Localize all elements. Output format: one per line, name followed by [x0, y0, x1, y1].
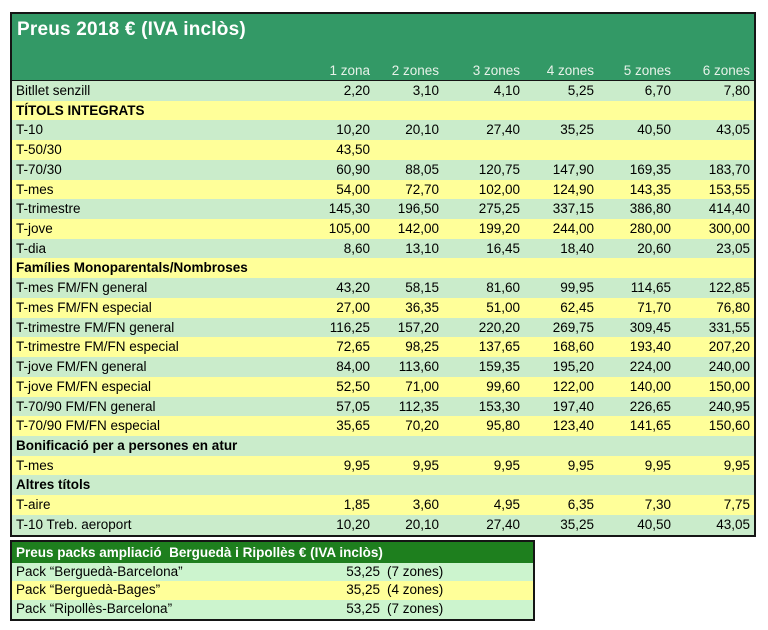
table-row: [12, 416, 754, 436]
packs-table: [10, 540, 535, 621]
price-cell: 84,00: [336, 359, 370, 375]
price-cell: 6,35: [567, 497, 594, 513]
table-title: Preus 2018 € (IVA inclòs): [17, 19, 246, 40]
row-label: Bitllet senzill: [16, 83, 91, 98]
table-row: [12, 456, 754, 476]
price-cell: 220,20: [478, 319, 520, 335]
price-cell: [675, 101, 754, 121]
price-cell: 72,70: [405, 181, 439, 197]
price-cell: 7,75: [723, 497, 750, 513]
pack-label: Pack “Berguedà-Bages”: [16, 582, 161, 598]
price-cell: 114,65: [630, 280, 671, 296]
price-cell: 36,35: [405, 299, 439, 315]
price-cell: [598, 140, 675, 160]
table-row: [12, 160, 754, 180]
price-cell: 240,00: [708, 359, 750, 375]
price-cell: [598, 101, 675, 121]
price-cell: 309,45: [629, 319, 671, 335]
row-label: T-70/90 FM/FN general: [16, 398, 156, 414]
price-cell: 113,60: [398, 359, 439, 375]
price-cell: 10,20: [336, 122, 370, 138]
row-label: T-trimestre FM/FN general: [16, 319, 175, 335]
column-header: 5 zones: [623, 63, 671, 78]
price-cell: 71,70: [637, 299, 671, 315]
price-cell: 199,20: [478, 221, 520, 237]
price-cell: 72,65: [336, 339, 370, 355]
price-cell: 23,05: [716, 240, 750, 256]
price-cell: [524, 140, 598, 160]
price-cell: [524, 475, 598, 495]
pack-price: 35,25: [346, 582, 380, 598]
price-cell: 27,40: [486, 122, 520, 138]
price-cell: 195,20: [552, 359, 594, 375]
price-cell: [302, 101, 374, 121]
table-row: [12, 515, 754, 535]
table-row: [12, 495, 754, 515]
row-label: Famílies Monoparentals/Nombroses: [16, 260, 248, 276]
price-cell: [302, 258, 374, 278]
column-header: 6 zones: [702, 63, 750, 78]
price-cell: 226,65: [629, 398, 671, 414]
price-cell: 141,65: [629, 418, 671, 434]
price-cell: 51,00: [486, 299, 520, 315]
price-cell: 35,25: [560, 516, 594, 532]
row-label: T-70/90 FM/FN especial: [16, 418, 161, 434]
pack-label: Pack “Berguedà-Barcelona”: [16, 563, 183, 579]
section-row: [12, 475, 754, 495]
packs-table-body: [12, 563, 533, 619]
row-label: T-jove: [16, 221, 53, 237]
price-cell: [598, 436, 675, 456]
price-cell: 269,75: [552, 319, 594, 335]
price-cell: 124,90: [552, 181, 594, 197]
price-cell: 5,25: [567, 83, 594, 98]
price-cell: 153,30: [478, 398, 520, 414]
pack-note: (4 zones): [387, 582, 444, 598]
price-cell: 120,75: [478, 161, 520, 177]
price-cell: [374, 140, 443, 160]
column-header: 3 zones: [472, 63, 520, 78]
price-cell: 43,05: [716, 516, 750, 532]
price-cell: [524, 436, 598, 456]
price-cell: [443, 101, 524, 121]
price-cell: 102,00: [478, 181, 520, 197]
row-label: T-10 Treb. aeroport: [16, 516, 132, 532]
row-label: T-dia: [16, 240, 47, 256]
price-cell: 70,20: [405, 418, 439, 434]
price-cell: 43,50: [336, 142, 370, 158]
pack-price: 53,25: [346, 600, 380, 616]
price-cell: 7,80: [723, 83, 750, 98]
price-cell: 150,60: [708, 418, 750, 434]
row-label: T-mes FM/FN especial: [16, 299, 152, 315]
price-cell: 157,20: [397, 319, 439, 335]
section-row: [12, 101, 754, 121]
table-row: [12, 397, 754, 417]
fares-table: [10, 12, 756, 537]
price-cell: 9,95: [567, 457, 594, 473]
pack-note: (7 zones): [387, 600, 444, 616]
price-cell: 122,85: [708, 280, 750, 296]
row-label: T-jove FM/FN general: [16, 359, 147, 375]
price-cell: [302, 475, 374, 495]
packs-table-title: Preus packs ampliació Berguedà i Ripollès € (IVA inclòs): [12, 542, 533, 563]
price-cell: 95,80: [486, 418, 520, 434]
price-cell: 71,00: [405, 378, 439, 394]
section-row: [12, 258, 754, 278]
price-cell: [524, 101, 598, 121]
price-cell: [675, 140, 754, 160]
price-cell: 18,40: [560, 240, 594, 256]
price-cell: [524, 258, 598, 278]
price-cell: 105,00: [328, 221, 370, 237]
price-cell: 3,60: [412, 497, 439, 513]
price-cell: 99,95: [560, 280, 594, 296]
row-label: T-mes FM/FN general: [16, 280, 148, 296]
price-cell: 16,45: [486, 240, 520, 256]
price-cell: [443, 475, 524, 495]
price-cell: 10,20: [336, 516, 370, 532]
pack-price: 53,25: [346, 563, 380, 579]
row-label: T-jove FM/FN especial: [16, 378, 152, 394]
pack-row: [12, 563, 533, 582]
row-label: T-trimestre FM/FN especial: [16, 339, 179, 355]
price-cell: 58,15: [405, 280, 439, 296]
price-cell: 54,00: [336, 181, 370, 197]
price-cell: 337,15: [552, 201, 594, 217]
row-label: T-50/30: [16, 142, 62, 158]
price-cell: [675, 258, 754, 278]
price-cell: 20,10: [405, 516, 439, 532]
price-cell: 224,00: [629, 359, 671, 375]
pack-row: [12, 581, 533, 600]
price-cell: 240,95: [708, 398, 750, 414]
price-cell: 40,50: [637, 516, 671, 532]
price-cell: 300,00: [708, 221, 750, 237]
pack-note: (7 zones): [387, 563, 444, 579]
price-cell: 275,25: [478, 201, 520, 217]
row-label: T-trimestre: [16, 201, 81, 217]
price-cell: 99,60: [486, 378, 520, 394]
row-label: Bonificació per a persones en atur: [16, 437, 238, 453]
price-cell: 123,40: [552, 418, 594, 434]
price-cell: 2,20: [343, 83, 370, 98]
price-cell: 20,10: [405, 122, 439, 138]
price-cell: 122,00: [552, 378, 594, 394]
table-row: [12, 219, 754, 239]
price-cell: 207,20: [708, 339, 750, 355]
pack-row: [12, 600, 533, 619]
price-cell: 7,30: [644, 497, 671, 513]
price-cell: 196,50: [397, 201, 439, 217]
price-cell: 159,35: [478, 359, 520, 375]
price-cell: [598, 258, 675, 278]
price-cell: 143,35: [629, 181, 671, 197]
price-cell: 98,25: [405, 339, 439, 355]
row-label: TÍTOLS INTEGRATS: [16, 102, 145, 118]
row-label: Altres títols: [16, 477, 91, 493]
price-cell: 244,00: [552, 221, 594, 237]
price-cell: 116,25: [329, 319, 370, 335]
price-cell: 8,60: [343, 240, 370, 256]
price-cell: 168,60: [552, 339, 594, 355]
row-label: T-70/30: [16, 161, 62, 177]
table-row: [12, 298, 754, 318]
price-cell: 414,40: [708, 201, 750, 217]
column-header: 1 zona: [329, 63, 370, 78]
row-label: T-aire: [16, 497, 51, 513]
price-cell: 35,25: [560, 122, 594, 138]
row-label: T-mes: [16, 181, 54, 197]
price-cell: 40,50: [637, 122, 671, 138]
row-label: T-10: [16, 122, 44, 138]
price-cell: 331,55: [708, 319, 750, 335]
price-cell: 153,55: [708, 181, 750, 197]
table-row: [12, 318, 754, 338]
price-cell: 52,50: [336, 378, 370, 394]
price-cell: 9,95: [343, 457, 370, 473]
price-cell: [675, 436, 754, 456]
table-row: [12, 357, 754, 377]
price-cell: [443, 436, 524, 456]
price-cell: 140,00: [629, 378, 671, 394]
table-row: [12, 239, 754, 259]
price-cell: [374, 101, 443, 121]
price-cell: 62,45: [560, 299, 594, 315]
price-cell: 386,80: [629, 201, 671, 217]
table-row: [12, 377, 754, 397]
price-cell: 9,95: [493, 457, 520, 473]
price-cell: 43,05: [716, 122, 750, 138]
section-row: [12, 436, 754, 456]
price-cell: [443, 258, 524, 278]
price-cell: [598, 475, 675, 495]
price-cell: 76,80: [716, 299, 750, 315]
price-cell: [675, 475, 754, 495]
pack-label: Pack “Ripollès-Barcelona”: [16, 600, 173, 616]
price-cell: [443, 140, 524, 160]
price-cell: [374, 436, 443, 456]
price-cell: 137,65: [478, 339, 520, 355]
table-row: [12, 199, 754, 219]
price-cell: 183,70: [708, 161, 750, 177]
fares-table-body: [12, 81, 754, 535]
price-cell: 20,60: [637, 240, 671, 256]
price-cell: 280,00: [629, 221, 671, 237]
price-cell: 197,40: [552, 398, 594, 414]
price-cell: 88,05: [405, 161, 439, 177]
table-row: [12, 120, 754, 140]
price-cell: 60,90: [336, 161, 370, 177]
price-cell: 1,85: [343, 497, 370, 513]
price-cell: 9,95: [723, 457, 750, 473]
row-label: T-mes: [16, 457, 54, 473]
price-cell: 150,00: [708, 378, 750, 394]
table-row: [12, 140, 754, 160]
price-cell: 27,00: [336, 299, 370, 315]
price-cell: [374, 475, 443, 495]
price-cell: 9,95: [644, 457, 671, 473]
price-cell: 81,60: [486, 280, 520, 296]
price-cell: [302, 436, 374, 456]
table-row: [12, 278, 754, 298]
column-headers: [12, 63, 754, 80]
price-cell: [374, 258, 443, 278]
price-cell: 169,35: [629, 161, 671, 177]
price-cell: 4,95: [493, 497, 520, 513]
price-cell: 13,10: [405, 240, 439, 256]
price-cell: 112,35: [398, 398, 439, 414]
fares-table-header: [12, 14, 754, 81]
table-row: [12, 81, 754, 101]
price-cell: 35,65: [336, 418, 370, 434]
price-cell: 147,90: [552, 161, 594, 177]
price-cell: 3,10: [412, 83, 439, 98]
price-cell: 145,30: [328, 201, 370, 217]
column-header: 4 zones: [546, 63, 594, 78]
price-cell: 6,70: [644, 83, 671, 98]
price-cell: 4,10: [493, 83, 520, 98]
table-row: [12, 337, 754, 357]
price-cell: 43,20: [336, 280, 370, 296]
table-row: [12, 180, 754, 200]
column-header: 2 zones: [391, 63, 439, 78]
price-cell: 193,40: [629, 339, 671, 355]
price-cell: 57,05: [336, 398, 370, 414]
price-cell: 142,00: [397, 221, 439, 237]
price-cell: 27,40: [486, 516, 520, 532]
price-cell: 9,95: [412, 457, 439, 473]
